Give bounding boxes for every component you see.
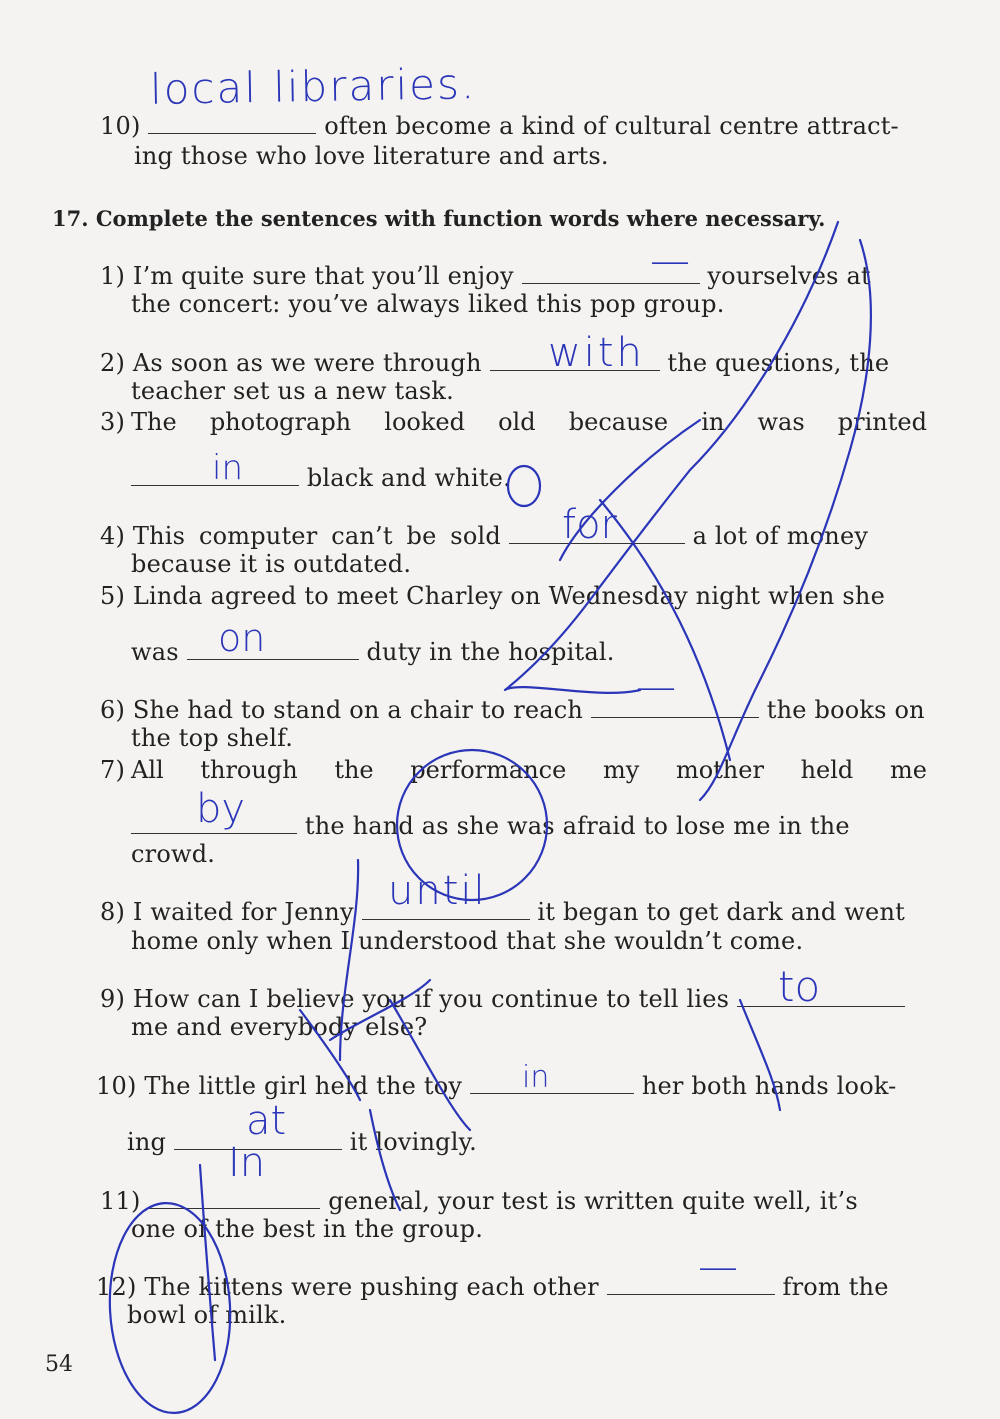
handwritten-answer-4: for bbox=[562, 502, 617, 548]
sentence-text: the books on bbox=[766, 696, 925, 724]
sentence-text: As soon as we were through bbox=[132, 349, 482, 377]
handwritten-answer-9: to bbox=[778, 962, 821, 1011]
word: because bbox=[568, 408, 669, 436]
word: my bbox=[602, 756, 640, 784]
handwritten-answer-10b: at bbox=[246, 1098, 287, 1144]
sentence-text: This computer can’t be sold bbox=[132, 522, 501, 550]
sentence-2-line2: teacher set us a new task. bbox=[131, 377, 454, 405]
handwritten-answer-11: In bbox=[228, 1140, 266, 1186]
handwritten-answer-1: — bbox=[650, 238, 690, 284]
sentence-3-num: 3) bbox=[100, 408, 126, 436]
sentence-text: duty in the hospital. bbox=[366, 638, 615, 666]
sentence-1-line1 bbox=[100, 262, 871, 290]
sentence-text: ing bbox=[127, 1128, 167, 1156]
sentence-text: was bbox=[131, 638, 179, 666]
sentence-7-line1 bbox=[131, 756, 927, 784]
sentence-12-line1 bbox=[96, 1273, 889, 1301]
page-number: 54 bbox=[45, 1352, 73, 1377]
sentence-text: black and white. bbox=[306, 464, 511, 492]
handwritten-answer-12: — bbox=[698, 1244, 738, 1290]
answer-blank[interactable] bbox=[607, 1274, 775, 1295]
item-number: 2) bbox=[100, 349, 126, 377]
sentence-text: the hand as she was afraid to lose me in the bbox=[304, 812, 850, 840]
word: performance bbox=[410, 756, 567, 784]
sentence-text: the questions, the bbox=[667, 349, 890, 377]
word: The bbox=[131, 408, 177, 436]
sentence-text: often become a kind of cultural centre attract- bbox=[324, 112, 899, 140]
word: photograph bbox=[209, 408, 352, 436]
answer-blank[interactable] bbox=[148, 1188, 320, 1209]
handwritten-answer-6: — bbox=[636, 664, 676, 710]
sentence-10-line1 bbox=[96, 1072, 896, 1100]
sentence-11-line1 bbox=[100, 1187, 858, 1215]
sentence-text: it lovingly. bbox=[349, 1128, 478, 1156]
word: me bbox=[889, 756, 927, 784]
sentence-7-num: 7) bbox=[100, 756, 126, 784]
handwritten-answer-2: with bbox=[548, 330, 645, 376]
item-number: 1) bbox=[100, 262, 126, 290]
sentence-4-line2: because it is outdated. bbox=[131, 550, 412, 578]
item-number: 10) bbox=[100, 112, 141, 140]
sentence-5-line1 bbox=[100, 582, 885, 610]
handwritten-answer-prev-10: local libraries. bbox=[149, 59, 477, 114]
item-number: 9) bbox=[100, 985, 126, 1013]
sentence-text: How can I believe you if you continue to tell lies bbox=[132, 985, 730, 1013]
word: printed bbox=[837, 408, 927, 436]
sentence-4-line1 bbox=[100, 522, 868, 550]
sentence-8-line2: home only when I understood that she wouldn’t come. bbox=[131, 927, 804, 955]
handwritten-answer-8: until bbox=[388, 868, 487, 914]
ink-circle-3 bbox=[508, 466, 540, 506]
handwritten-answer-10a: in bbox=[522, 1060, 550, 1095]
sentence-3-line1 bbox=[131, 408, 927, 436]
sentence-11-line2: one of the best in the group. bbox=[131, 1215, 484, 1243]
answer-blank[interactable] bbox=[470, 1073, 634, 1094]
sentence-7-line3: crowd. bbox=[131, 840, 216, 868]
word: All bbox=[131, 756, 164, 784]
exercise-heading: 17. Complete the sentences with function words where necessary. bbox=[52, 206, 826, 231]
word: held bbox=[800, 756, 854, 784]
handwritten-answer-3: in bbox=[212, 448, 243, 488]
sentence-12-line2: bowl of milk. bbox=[127, 1301, 287, 1329]
answer-blank[interactable] bbox=[187, 639, 359, 660]
sentence-1-line2: the concert: you’ve always liked this pop group. bbox=[131, 290, 725, 318]
sentence-5-line2 bbox=[131, 638, 615, 666]
handwritten-answer-5: on bbox=[218, 616, 266, 660]
word: old bbox=[498, 408, 536, 436]
sentence-text: The kittens were pushing each other bbox=[144, 1273, 599, 1301]
sentence-text: from the bbox=[782, 1273, 889, 1301]
sentence-text: I waited for Jenny bbox=[132, 898, 354, 926]
word: through bbox=[200, 756, 298, 784]
sentence-3-line2 bbox=[131, 464, 511, 492]
item-number: 5) bbox=[100, 582, 126, 610]
sentence-6-line2: the top shelf. bbox=[131, 724, 294, 752]
answer-blank[interactable] bbox=[148, 113, 316, 134]
prev-item-10-line1 bbox=[100, 112, 899, 140]
prev-item-10-line2: ing those who love literature and arts. bbox=[134, 142, 609, 170]
word: mother bbox=[675, 756, 764, 784]
sentence-2-line1 bbox=[100, 349, 889, 377]
sentence-text: her both hands look- bbox=[641, 1072, 897, 1100]
sentence-6-line1 bbox=[100, 696, 925, 724]
sentence-text: The little girl held the toy bbox=[144, 1072, 463, 1100]
item-number: 8) bbox=[100, 898, 126, 926]
sentence-text: Linda agreed to meet Charley on Wednesday night when she bbox=[132, 582, 885, 610]
item-number: 4) bbox=[100, 522, 126, 550]
sentence-text: general, your test is written quite well, it’s bbox=[328, 1187, 858, 1215]
sentence-text: yourselves at bbox=[707, 262, 871, 290]
word: looked bbox=[384, 408, 465, 436]
item-number: 11) bbox=[100, 1187, 141, 1215]
sentence-text: She had to stand on a chair to reach bbox=[132, 696, 584, 724]
handwritten-answer-7: by bbox=[196, 786, 246, 832]
sentence-8-line1 bbox=[100, 898, 905, 926]
sentence-text: I’m quite sure that you’ll enjoy bbox=[132, 262, 514, 290]
item-number: 12) bbox=[96, 1273, 137, 1301]
word: in bbox=[701, 408, 725, 436]
sentence-10-line2 bbox=[127, 1128, 477, 1156]
sentence-text: a lot of money bbox=[692, 522, 869, 550]
sentence-9-line2: me and everybody else? bbox=[131, 1013, 428, 1041]
item-number: 10) bbox=[96, 1072, 137, 1100]
sentence-text: it began to get dark and went bbox=[537, 898, 905, 926]
word: the bbox=[334, 756, 374, 784]
item-number: 6) bbox=[100, 696, 126, 724]
word: was bbox=[757, 408, 805, 436]
answer-blank[interactable] bbox=[737, 986, 905, 1007]
